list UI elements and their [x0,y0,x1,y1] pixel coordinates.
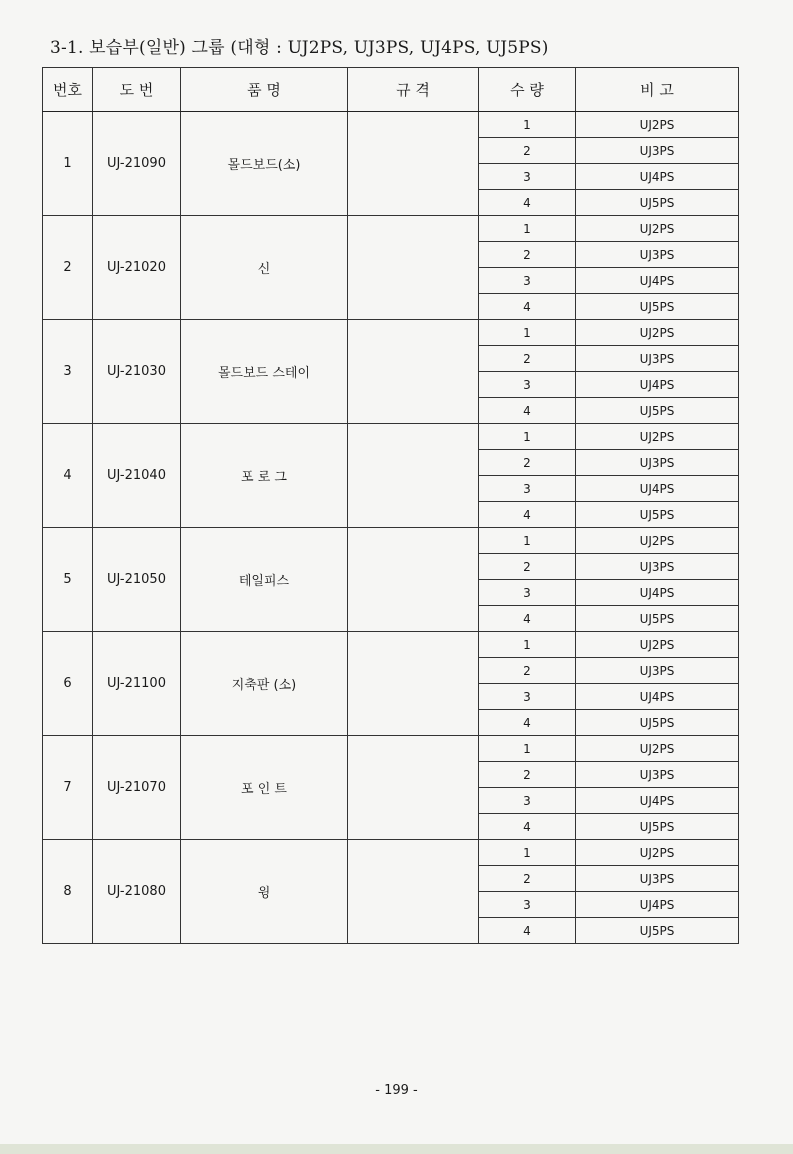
table-row [43,320,739,346]
header-drawing: 도 번 [93,68,181,112]
note-cell: UJ5PS [576,294,739,320]
quantity-cell: 1 [479,320,576,346]
note-cell: UJ3PS [576,450,739,476]
table-body [43,112,739,944]
quantity-cell: 4 [479,398,576,424]
quantity-cell: 3 [479,684,576,710]
quantity-cell: 3 [479,788,576,814]
table-row [43,424,739,450]
quantity-cell: 4 [479,190,576,216]
quantity-cell: 1 [479,216,576,242]
table-row [43,840,739,866]
item-number: 3 [43,320,93,424]
header-spec: 규 격 [348,68,479,112]
table-header [43,68,739,112]
note-cell: UJ4PS [576,892,739,918]
part-name: 테일피스 [181,528,348,632]
note-cell: UJ2PS [576,320,739,346]
item-number: 2 [43,216,93,320]
quantity-cell: 3 [479,164,576,190]
note-cell: UJ2PS [576,424,739,450]
item-number: 7 [43,736,93,840]
drawing-number: UJ-21080 [93,840,181,944]
spec-cell [348,424,479,528]
drawing-number: UJ-21050 [93,528,181,632]
note-cell: UJ4PS [576,580,739,606]
part-name: 윙 [181,840,348,944]
quantity-cell: 1 [479,112,576,138]
note-cell: UJ5PS [576,918,739,944]
quantity-cell: 1 [479,424,576,450]
note-cell: UJ3PS [576,346,739,372]
note-cell: UJ5PS [576,190,739,216]
item-number: 8 [43,840,93,944]
drawing-number: UJ-21090 [93,112,181,216]
drawing-number: UJ-21030 [93,320,181,424]
note-cell: UJ2PS [576,216,739,242]
item-number: 4 [43,424,93,528]
quantity-cell: 3 [479,476,576,502]
header-row [43,68,739,112]
table-row [43,736,739,762]
note-cell: UJ3PS [576,242,739,268]
quantity-cell: 2 [479,866,576,892]
spec-cell [348,736,479,840]
spec-cell [348,216,479,320]
spec-cell [348,320,479,424]
header-name: 품 명 [181,68,348,112]
drawing-number: UJ-21020 [93,216,181,320]
spec-cell [348,112,479,216]
drawing-number: UJ-21070 [93,736,181,840]
note-cell: UJ2PS [576,112,739,138]
note-cell: UJ5PS [576,502,739,528]
note-cell: UJ4PS [576,684,739,710]
spec-cell [348,840,479,944]
quantity-cell: 2 [479,138,576,164]
note-cell: UJ4PS [576,788,739,814]
quantity-cell: 3 [479,372,576,398]
note-cell: UJ2PS [576,736,739,762]
note-cell: UJ3PS [576,554,739,580]
header-note: 비 고 [576,68,739,112]
quantity-cell: 4 [479,294,576,320]
quantity-cell: 2 [479,450,576,476]
page-title: 3-1. 보습부(일반) 그룹 (대형 : UJ2PS, UJ3PS, UJ4PS, UJ5PS) [50,38,549,58]
note-cell: UJ2PS [576,840,739,866]
quantity-cell: 1 [479,528,576,554]
table-row [43,528,739,554]
item-number: 5 [43,528,93,632]
part-name: 몰드보드(소) [181,112,348,216]
spec-cell [348,528,479,632]
note-cell: UJ3PS [576,866,739,892]
part-name: 지축판 (소) [181,632,348,736]
part-name: 신 [181,216,348,320]
item-number: 6 [43,632,93,736]
note-cell: UJ3PS [576,138,739,164]
quantity-cell: 3 [479,580,576,606]
quantity-cell: 3 [479,892,576,918]
drawing-number: UJ-21040 [93,424,181,528]
quantity-cell: 4 [479,606,576,632]
part-name: 포 인 트 [181,736,348,840]
quantity-cell: 1 [479,736,576,762]
note-cell: UJ2PS [576,632,739,658]
note-cell: UJ4PS [576,372,739,398]
quantity-cell: 2 [479,658,576,684]
quantity-cell: 2 [479,242,576,268]
quantity-cell: 4 [479,502,576,528]
quantity-cell: 3 [479,268,576,294]
header-qty: 수 량 [479,68,576,112]
quantity-cell: 2 [479,346,576,372]
note-cell: UJ3PS [576,658,739,684]
table-row [43,216,739,242]
part-name: 포 로 그 [181,424,348,528]
item-number: 1 [43,112,93,216]
note-cell: UJ5PS [576,710,739,736]
quantity-cell: 4 [479,710,576,736]
note-cell: UJ5PS [576,606,739,632]
note-cell: UJ5PS [576,814,739,840]
note-cell: UJ4PS [576,476,739,502]
spec-cell [348,632,479,736]
quantity-cell: 4 [479,918,576,944]
header-no: 번호 [43,68,93,112]
parts-table [42,67,739,944]
quantity-cell: 2 [479,762,576,788]
note-cell: UJ2PS [576,528,739,554]
note-cell: UJ3PS [576,762,739,788]
page-number: - 199 - [375,1083,418,1098]
part-name: 몰드보드 스테이 [181,320,348,424]
scan-edge-strip [0,1144,793,1154]
note-cell: UJ4PS [576,164,739,190]
quantity-cell: 1 [479,840,576,866]
note-cell: UJ4PS [576,268,739,294]
table-row [43,112,739,138]
quantity-cell: 4 [479,814,576,840]
drawing-number: UJ-21100 [93,632,181,736]
quantity-cell: 1 [479,632,576,658]
note-cell: UJ5PS [576,398,739,424]
table-row [43,632,739,658]
quantity-cell: 2 [479,554,576,580]
